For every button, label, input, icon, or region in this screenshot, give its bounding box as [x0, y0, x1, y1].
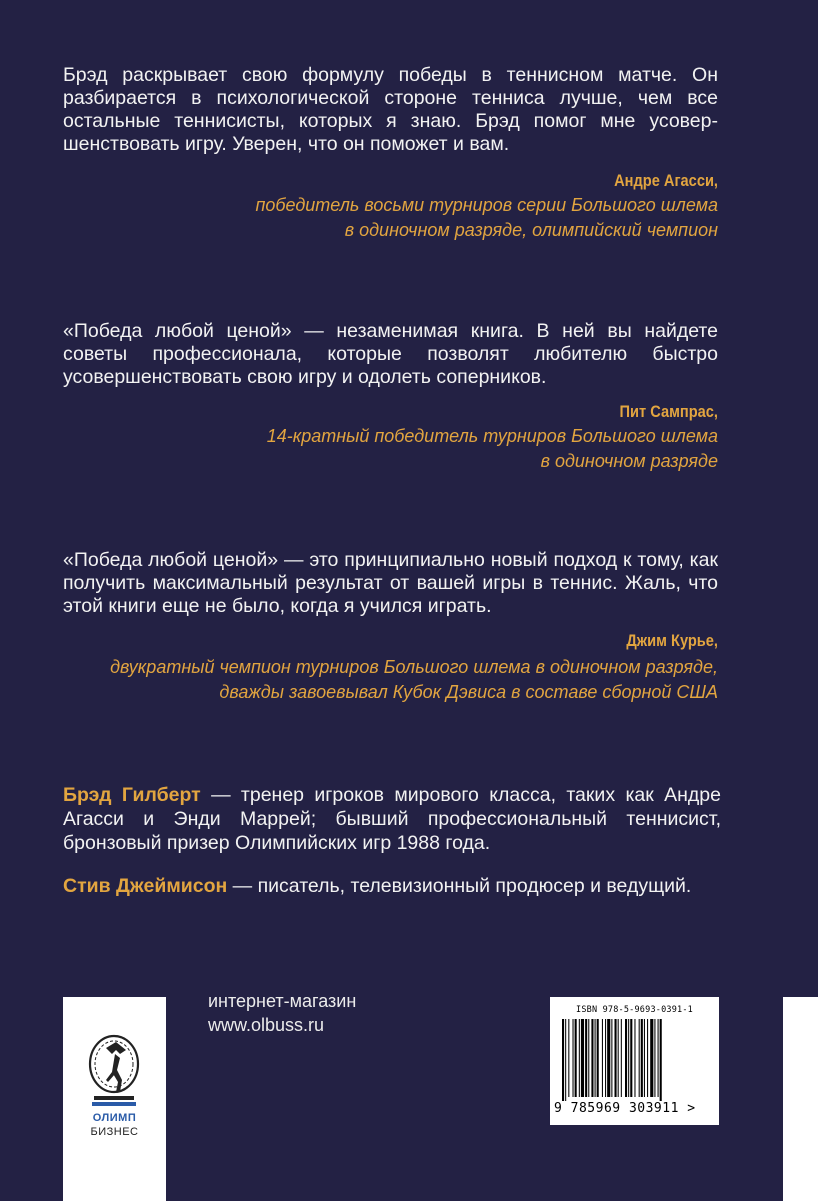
quote-2-credential: [18, 424, 718, 473]
quote-2-text: «Победа любой ценой» — незаменимая книга. В ней вы найдете советы профессионала, которые позволят любителю быстро усовершенствовать свою игру и одолеть соперников.: [63, 320, 718, 388]
bio-1-text: — тренер игроков мирового класса, таких как Андре Агасси и Энди Маррей; бывший профессиональный теннисист, бронзовый призер Олимпийских игр 1988 года.: [63, 784, 721, 854]
quote-1-credential-line-2: в одиночном разряде, олимпийский чемпион: [344, 219, 718, 240]
isbn-label: ISBN 978-5-9693-0391-1: [576, 1005, 693, 1015]
quote-3-credential: [18, 655, 718, 704]
quote-3-credential-line-1: двукратный чемпион турниров Большого шлема в одиночном разряде,: [110, 657, 718, 677]
bio-steve-jamison: [63, 874, 721, 898]
quote-1-credential: [18, 193, 718, 242]
bio-1-name: Брэд Гилберт: [63, 784, 201, 806]
barcode-bars: [562, 1019, 712, 1101]
publisher-subname: БИЗНЕС: [90, 1126, 139, 1138]
quote-1-author: Андре Агасси,: [614, 171, 718, 190]
bio-2-name: Стив Джеймисон: [63, 875, 228, 897]
bio-brad-gilbert: [63, 783, 721, 855]
bio-2-text: — писатель, телевизионный продюсер и ведущий.: [227, 875, 692, 897]
isbn-barcode: [550, 997, 719, 1125]
quote-3-author: Джим Курье,: [626, 631, 718, 650]
quote-2-author: Пит Сампрас,: [619, 402, 718, 421]
publisher-name: ОЛИМП: [92, 1112, 137, 1124]
quote-1-credential-line-1: победитель восьми турниров серии Большого шлема: [255, 195, 718, 215]
quote-1-text: Брэд раскрывает свою формулу победы в теннисном матче. Он разбирается в психологической стороне тенниса лучше, чем все остальные теннисисты, которых я знаю. Брэд помог мне усовершенствовать игру. Уверен, что он поможет и вам.: [63, 64, 718, 155]
publisher-logo-icon: [82, 1030, 146, 1112]
shop-url[interactable]: www.olbuss.ru: [208, 1015, 325, 1035]
online-shop: [208, 989, 356, 1037]
quote-2-credential-line-1: 14-кратный победитель турниров Большого шлема: [266, 426, 718, 446]
quote-3-text: «Победа любой ценой» — это принципиально новый подход к тому, как получить максимальный результат от вашей игры в теннис. Жаль, что этой книги еще не было, когда я учился играть.: [63, 549, 718, 617]
quote-3-credential-line-2: дважды завоевывал Кубок Дэвиса в составе сборной США: [219, 681, 718, 702]
right-edge-strip: [783, 997, 818, 1201]
shop-label: интернет-магазин: [208, 991, 357, 1011]
barcode-digits: 9 785969 303911 >: [554, 1101, 696, 1116]
quote-2-credential-line-2: в одиночном разряде: [540, 450, 718, 471]
